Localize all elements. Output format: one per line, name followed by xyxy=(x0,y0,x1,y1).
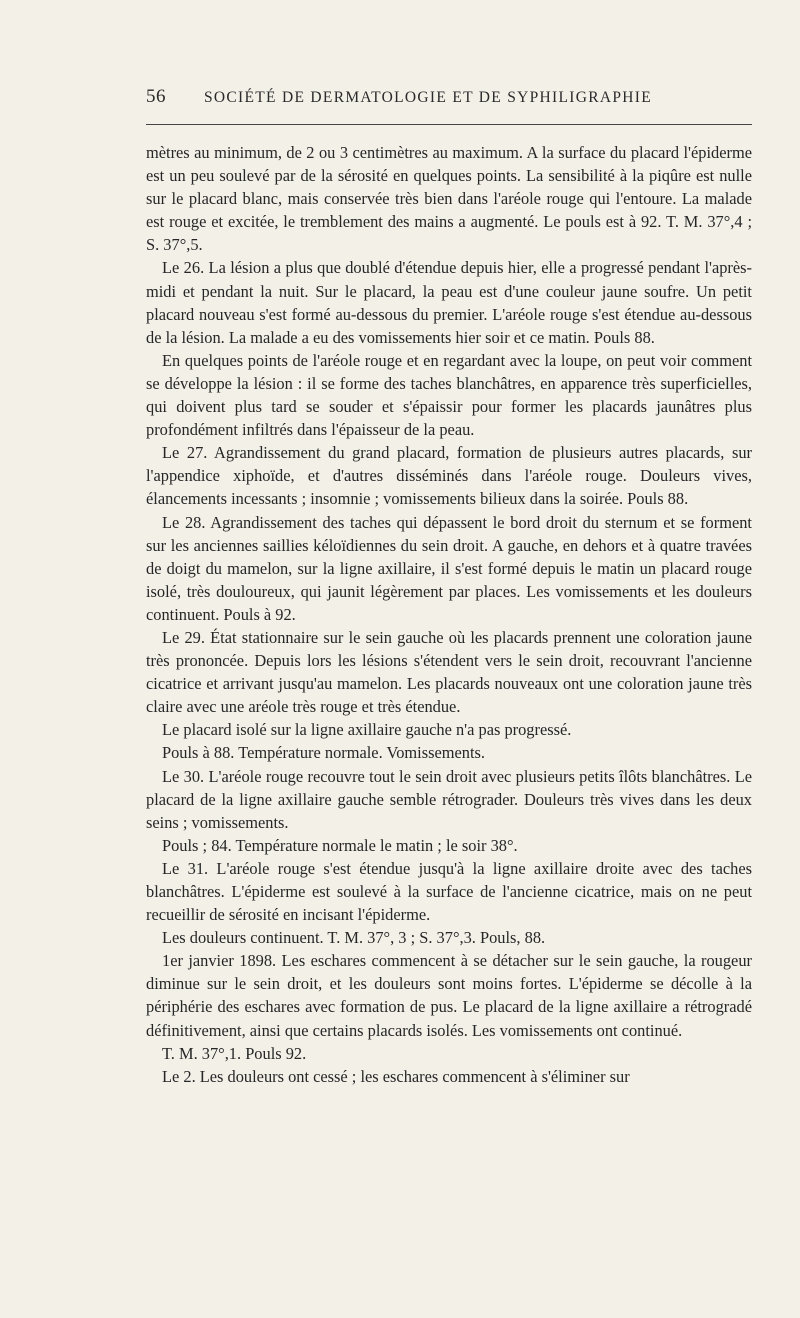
paragraph: Le 31. L'aréole rouge s'est étendue jusqu'à la ligne axillaire droite avec des taches blanchâtres. L'épiderme est soulevé à la surface de l'ancienne cicatrice, mais on ne peut recueillir de sérosité en incisant l'épiderme. xyxy=(146,858,752,925)
paragraph: T. M. 37°,1. Pouls 92. xyxy=(162,1043,307,1063)
paragraph: 1er janvier 1898. Les eschares commencent à se détacher sur le sein gauche, la rougeur diminue sur le sein droit, et les douleurs sont moins fortes. L'épiderme se décolle à la périphérie des eschares avec formation de pus. Le placard de la ligne axillaire a rétrogradé définitivement, ainsi que certains placards isolés. Les vomissements ont continué. xyxy=(146,951,752,1040)
paragraph: Le 29. État stationnaire sur le sein gauche où les placards prennent une coloration jaune très prononcée. Depuis lors les lésions s'étendent vers le sein droit, recouvrant l'ancienne cicatrice et arrivant jusqu'au mamelon. Les placards nouveaux ont une coloration jaune très claire avec une aréole très rouge et très étendue. xyxy=(146,627,752,717)
paragraph: Le 2. Les douleurs ont cessé ; les eschares commencent à s'éliminer sur xyxy=(162,1066,630,1086)
paragraph: Pouls ; 84. Température normale le matin ; le soir 38°. xyxy=(162,835,518,855)
paragraph: Pouls à 88. Température normale. Vomissements. xyxy=(162,743,485,763)
page-header xyxy=(146,86,752,114)
paragraph: Le 30. L'aréole rouge recouvre tout le sein droit avec plusieurs petits îlôts blanchâtres. Le placard de la ligne axillaire gauche semble rétrograder. Douleurs très vives dans les deux seins ; vomissements. xyxy=(146,766,752,832)
paragraph: mètres au minimum, de 2 ou 3 centimètres au maximum. A la surface du placard l'épiderme est un peu soulevé par de la sérosité en quelques points. La sensibilité à la piqûre est nulle sur le placard blanc, mais conservée très bien dans l'aréole rouge qui l'entoure. La malade est rouge et excitée, le tremblement des mains a augmenté. Le pouls est à 92. T. M. 37°,4 ; S. 37°,5. xyxy=(146,143,752,255)
paragraph: Le 28. Agrandissement des taches qui dépassent le bord droit du sternum et se forment sur les anciennes saillies kéloïdiennes du sein droit. A gauche, en dehors et à quatre travées de doigt du mamelon, sur la ligne axillaire, il s'est formé depuis le matin un placard rouge isolé, très douloureux, qui jaunit légèrement par places. Les vomissements et les douleurs continuent. Pouls à 92. xyxy=(146,512,752,624)
paragraph: Le 26. La lésion a plus que doublé d'étendue depuis hier, elle a progressé pendant l'après-midi et pendant la nuit. Sur le placard, la peau est d'une couleur jaune soufre. Un petit placard nouveau s'est formé au-dessous du premier. L'aréole rouge s'est étendue au-dessous de la lésion. La malade a eu des vomissements hier soir et ce matin. Pouls 88. xyxy=(146,258,752,347)
body-text xyxy=(146,141,752,1088)
running-title: SOCIÉTÉ DE DERMATOLOGIE ET DE SYPHILIGRAPHIE xyxy=(204,89,652,106)
paragraph: Les douleurs continuent. T. M. 37°, 3 ; S. 37°,3. Pouls, 88. xyxy=(162,928,546,948)
page-number: 56 xyxy=(146,86,166,107)
paragraph: Le placard isolé sur la ligne axillaire gauche n'a pas progressé. xyxy=(162,720,572,740)
paragraph: Le 27. Agrandissement du grand placard, formation de plusieurs autres placards, sur l'appendice xiphoïde, et d'autres disséminés dans l'aréole rouge. Douleurs vives, élancements incessants ; insomnie ; vomissements bilieux dans la soirée. Pouls 88. xyxy=(146,443,752,509)
paragraph: En quelques points de l'aréole rouge et en regardant avec la loupe, on peut voir comment se développe la lésion : il se forme des taches blanchâtres, en apparence très superficielles, qui doivent plus tard se souder et s'épaissir pour former les placards jaunâtres plus profondément infiltrés dans l'épaisseur de la peau. xyxy=(146,350,752,440)
header-rule xyxy=(146,124,752,125)
